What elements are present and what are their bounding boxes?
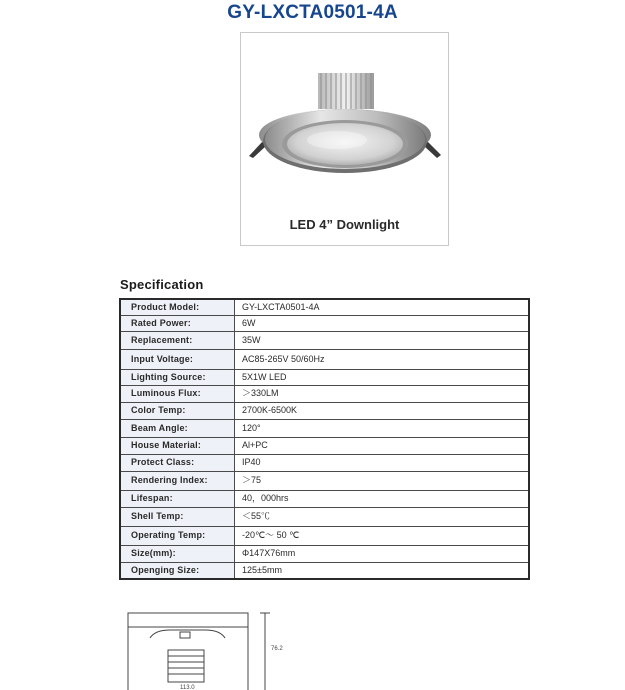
table-row	[120, 490, 529, 507]
spec-value: 6W	[235, 315, 530, 331]
table-row	[120, 369, 529, 385]
spec-value: GY-LXCTA0501-4A	[235, 299, 530, 315]
table-row	[120, 562, 529, 579]
spec-label: Replacement:	[120, 331, 235, 349]
spec-label: Product Model:	[120, 299, 235, 315]
dimension-height-label: 76.2	[271, 646, 283, 652]
spec-value: -20℃～ 50 ℃	[235, 526, 530, 545]
spec-value: Al+PC	[235, 437, 530, 454]
table-row	[120, 299, 529, 315]
table-row	[120, 419, 529, 437]
spec-value: ＞330LM	[235, 385, 530, 402]
spec-value: 125±5mm	[235, 562, 530, 579]
spec-label: Openging Size:	[120, 562, 235, 579]
spec-value: ＞75	[235, 471, 530, 490]
spec-label: Luminous Flux:	[120, 385, 235, 402]
spec-label: Beam Angle:	[120, 419, 235, 437]
specification-table	[119, 298, 530, 580]
spec-label: Shell Temp:	[120, 507, 235, 526]
product-model-title: GY-LXCTA0501-4A	[227, 2, 398, 23]
spec-value: 120°	[235, 419, 530, 437]
spec-value: 40，000hrs	[235, 490, 530, 507]
heatsink-fins	[318, 73, 374, 109]
downlight-photo	[241, 33, 448, 245]
product-photo-frame	[240, 32, 449, 246]
spec-label: Rendering Index:	[120, 471, 235, 490]
table-row	[120, 331, 529, 349]
spec-value: IP40	[235, 454, 530, 471]
table-row	[120, 507, 529, 526]
table-row	[120, 315, 529, 331]
spec-value: AC85-265V 50/60Hz	[235, 349, 530, 369]
spec-value: 2700K-6500K	[235, 402, 530, 419]
table-row	[120, 437, 529, 454]
table-row	[120, 349, 529, 369]
table-row	[120, 454, 529, 471]
spec-value: ＜55℃	[235, 507, 530, 526]
table-row	[120, 385, 529, 402]
spec-label: Color Temp:	[120, 402, 235, 419]
dimension-width-label: 113.0	[180, 685, 195, 690]
spec-label: Lifespan:	[120, 490, 235, 507]
spec-label: Rated Power:	[120, 315, 235, 331]
table-row	[120, 471, 529, 490]
dimension-drawing	[125, 610, 295, 690]
spec-value: Φ147X76mm	[235, 545, 530, 562]
spec-label: House Material:	[120, 437, 235, 454]
spec-label: Operating Temp:	[120, 526, 235, 545]
table-row	[120, 526, 529, 545]
spec-label: Protect Class:	[120, 454, 235, 471]
spec-value: 35W	[235, 331, 530, 349]
spec-label: Input Voltage:	[120, 349, 235, 369]
spec-value: 5X1W LED	[235, 369, 530, 385]
photo-caption: LED 4” Downlight	[289, 217, 400, 232]
spec-label: Lighting Source:	[120, 369, 235, 385]
table-row	[120, 545, 529, 562]
table-row	[120, 402, 529, 419]
spec-label: Size(mm):	[120, 545, 235, 562]
specification-heading: Specification	[120, 277, 204, 292]
